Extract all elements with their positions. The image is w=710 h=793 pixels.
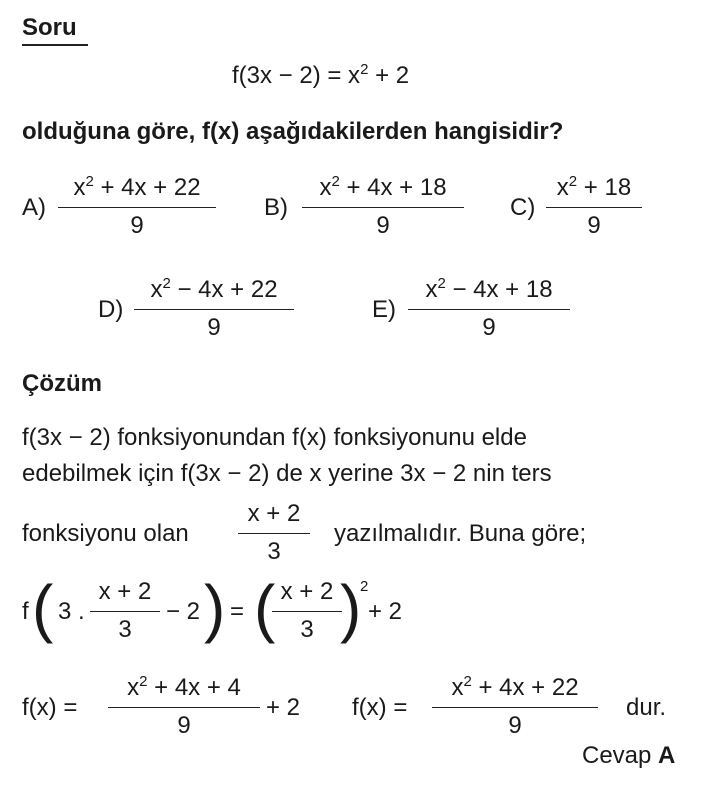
numerator-exponent: 2	[437, 275, 446, 292]
option-b-denominator: 9	[376, 212, 390, 239]
eq3-fraction	[432, 673, 598, 739]
fraction-bar	[408, 309, 570, 310]
eq1-equals: =	[230, 598, 245, 625]
numerator-exponent: 2	[139, 673, 148, 690]
eq2-numerator	[108, 673, 260, 701]
eq1-numerator-2: x + 2	[280, 578, 334, 605]
eq1-left-paren: (	[32, 572, 54, 644]
eq2-lhs: f(x) =	[22, 694, 78, 721]
eq1-three: 3 .	[58, 598, 85, 625]
numerator-rest: + 4x + 18	[339, 174, 447, 201]
option-e-letter: E)	[372, 296, 396, 323]
option-c-numerator	[546, 173, 642, 201]
eq3-lhs: f(x) =	[352, 694, 408, 721]
option-d-fraction	[134, 275, 294, 341]
option-c-fraction	[546, 173, 642, 239]
eq1-plus-two: + 2	[368, 598, 403, 625]
equation-exponent: 2	[360, 61, 369, 78]
eq1-exponent: 2	[360, 578, 369, 595]
eq3-numerator	[432, 673, 598, 701]
eq2-plus-two: + 2	[266, 694, 301, 721]
eq1-f: f	[22, 598, 29, 625]
numerator-exponent: 2	[85, 173, 94, 190]
fraction-bar	[546, 207, 642, 208]
answer-label: Cevap	[582, 742, 652, 769]
solution-line-1: f(3x − 2) fonksiyonundan f(x) fonksiyonunu elde	[22, 424, 527, 451]
option-d-numerator	[134, 275, 294, 303]
option-d-letter: D)	[98, 296, 124, 323]
eq2-denominator: 9	[177, 712, 191, 739]
numerator-x: x	[127, 674, 140, 701]
option-e-denominator: 9	[482, 314, 496, 341]
numerator-x: x	[150, 276, 163, 303]
option-b-letter: B)	[264, 194, 288, 221]
equation-rhs: + 2	[368, 62, 410, 89]
option-d-denominator: 9	[207, 314, 221, 341]
numerator-exponent: 2	[463, 673, 472, 690]
solution-line-2: edebilmek için f(3x − 2) de x yerine 3x − 2 nin ters	[22, 460, 552, 487]
option-c-denominator: 9	[587, 212, 601, 239]
eq1-numerator: x + 2	[98, 578, 152, 605]
option-a-denominator: 9	[130, 212, 144, 239]
option-c-letter: C)	[510, 194, 536, 221]
option-b-fraction	[302, 173, 464, 239]
numerator-exponent: 2	[568, 173, 578, 190]
title-text: Soru	[22, 14, 77, 41]
solution-line-3b: yazılmalıdır. Buna göre;	[334, 520, 587, 547]
fraction-bar	[238, 533, 310, 534]
fraction-bar	[302, 207, 464, 208]
eq1-denominator: 3	[118, 616, 132, 643]
fraction-bar	[90, 611, 160, 612]
question-prompt: olduğuna göre, f(x) aşağıdakilerden hangisidir?	[22, 118, 564, 145]
fraction-bar	[58, 207, 216, 208]
fraction-bar	[272, 611, 342, 612]
numerator-rest: + 4x + 4	[147, 674, 241, 701]
eq1-right-paren: )	[204, 572, 226, 644]
inverse-fraction	[238, 502, 310, 564]
numerator-x: x	[73, 174, 86, 201]
option-a-numerator	[58, 173, 216, 201]
section-title	[22, 14, 88, 46]
fraction-bar	[108, 707, 260, 708]
equation-lhs: f(3x − 2) = x	[232, 62, 361, 89]
fraction-bar	[432, 707, 598, 708]
eq1-denominator-2: 3	[300, 616, 314, 643]
option-a-letter: A)	[22, 194, 46, 221]
answer	[582, 742, 675, 770]
option-e-fraction	[408, 275, 570, 341]
solution-heading: Çözüm	[22, 370, 102, 397]
eq1-fraction-2	[272, 580, 342, 642]
inverse-numerator: x + 2	[247, 500, 301, 527]
numerator-x: x	[451, 674, 464, 701]
numerator-exponent: 2	[162, 275, 171, 292]
numerator-x: x	[319, 174, 332, 201]
eq1-right-paren-2: )	[340, 572, 362, 644]
numerator-exponent: 2	[331, 173, 340, 190]
eq2-fraction	[108, 673, 260, 739]
fraction-bar	[134, 309, 294, 310]
option-b-numerator	[302, 173, 464, 201]
numerator-x: x	[425, 276, 438, 303]
eq3-denominator: 9	[508, 712, 522, 739]
numerator-rest: + 4x + 22	[93, 174, 201, 201]
solution-line-3a: fonksiyonu olan	[22, 520, 189, 547]
answer-letter: A	[658, 742, 676, 769]
option-a-fraction	[58, 173, 216, 239]
eq1-fraction	[90, 580, 160, 642]
numerator-rest: + 18	[577, 174, 632, 201]
numerator-rest: + 4x + 22	[471, 674, 579, 701]
inverse-denominator: 3	[267, 538, 281, 565]
numerator-rest: − 4x + 22	[170, 276, 278, 303]
question-equation	[232, 62, 409, 90]
numerator-rest: − 4x + 18	[445, 276, 553, 303]
option-e-numerator	[408, 275, 570, 303]
eq1-left-paren-2: (	[254, 572, 276, 644]
eq3-tail: dur.	[626, 694, 667, 721]
eq1-minus-two: − 2	[166, 598, 201, 625]
numerator-x: x	[556, 174, 569, 201]
